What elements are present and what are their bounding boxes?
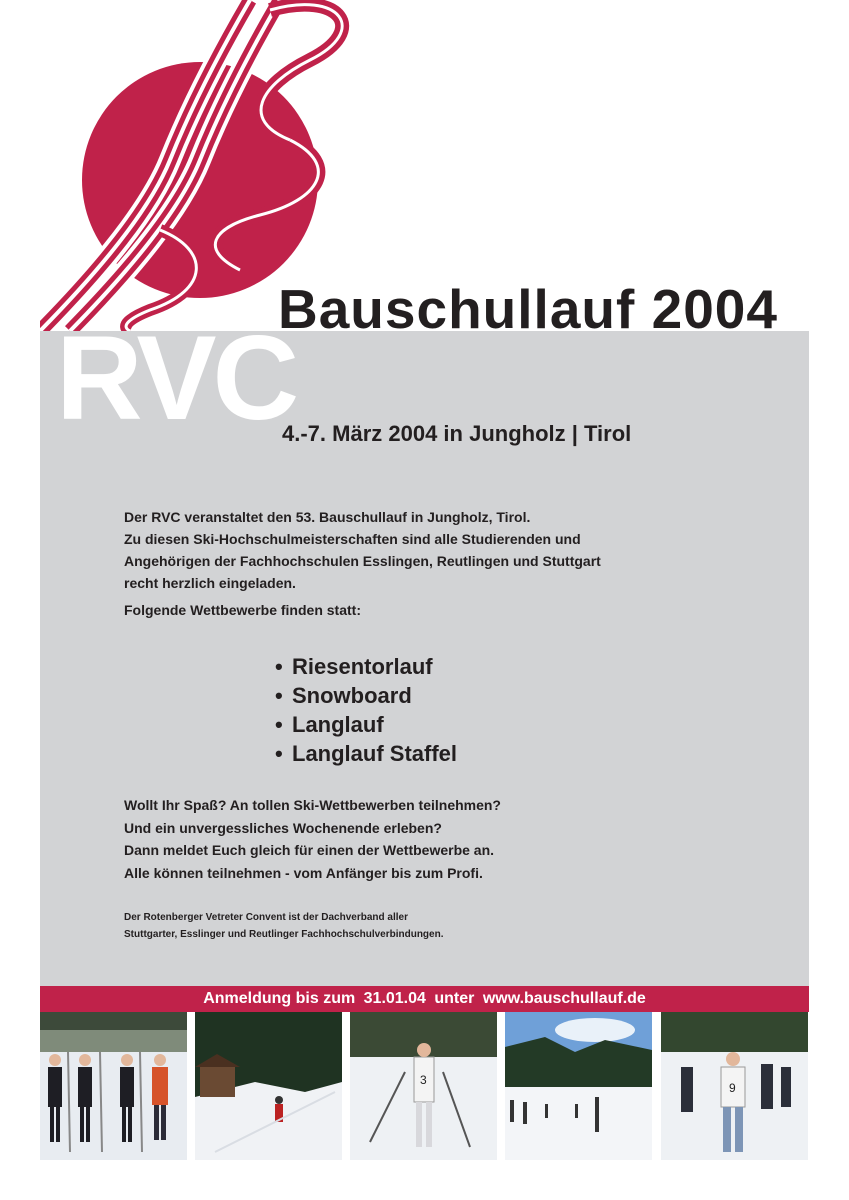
photo-bib-three-skier xyxy=(350,1012,497,1160)
footnote-line: Stuttgarter, Esslinger und Reutlinger Fachhochschulverbindungen. xyxy=(124,929,444,940)
bullet: • xyxy=(275,741,283,766)
competition-item xyxy=(275,652,457,681)
registration-banner xyxy=(40,986,809,1012)
competition-label: Snowboard xyxy=(292,683,412,708)
registration-date: 31.01.04 xyxy=(363,990,426,1007)
photo-group-skiers xyxy=(40,1012,187,1160)
photo-bib-nine-skier xyxy=(661,1012,808,1160)
photo-slalom-skier xyxy=(195,1012,342,1160)
competition-item xyxy=(275,739,457,768)
intro-line: Angehörigen der Fachhochschulen Esslingen, Reutlingen und Stuttgart xyxy=(124,553,601,569)
bib-number: 3 xyxy=(420,1073,427,1087)
bullet: • xyxy=(275,712,283,737)
competition-label: Langlauf Staffel xyxy=(292,741,458,766)
registration-prefix: Anmeldung bis zum xyxy=(203,990,356,1007)
invitation-line: Alle können teilnehmen - vom Anfänger bis zum Profi. xyxy=(124,864,483,881)
competitions-list xyxy=(275,652,457,768)
footnote-line: Der Rotenberger Vetreter Convent ist der Dachverband aller xyxy=(124,912,408,923)
competition-label: Langlauf xyxy=(292,712,384,737)
invitation-line: Und ein unvergessliches Wochenende erleben? xyxy=(124,819,442,836)
photo-ski-landscape xyxy=(505,1012,652,1160)
competition-item xyxy=(275,681,457,710)
invitation-line: Wollt Ihr Spaß? An tollen Ski-Wettbewerben teilnehmen? xyxy=(124,797,501,813)
invitation-line: Dann meldet Euch gleich für einen der Wettbewerbe an. xyxy=(124,842,495,858)
photo-strip xyxy=(40,1012,809,1160)
intro-line: Zu diesen Ski-Hochschulmeisterschaften sind alle Studierenden und xyxy=(124,531,581,547)
intro-line: Der RVC veranstaltet den 53. Bauschullauf in Jungholz, Tirol. xyxy=(124,509,531,525)
page-title: Bauschullauf 2004 xyxy=(278,278,778,340)
competition-label: Riesentorlauf xyxy=(292,654,433,679)
intro-line: recht herzlich eingeladen. xyxy=(124,575,296,591)
bullet: • xyxy=(275,654,283,679)
event-date-location: 4.-7. März 2004 in Jungholz | Tirol xyxy=(282,421,632,446)
competitions-lead: Folgende Wettbewerbe finden statt: xyxy=(124,602,361,618)
rvc-logo-text: RVC xyxy=(56,311,296,445)
competition-item xyxy=(275,710,457,739)
bib-number: 9 xyxy=(729,1081,736,1095)
registration-middle: unter xyxy=(434,990,475,1007)
invitation-paragraph xyxy=(124,794,501,884)
intro-paragraph xyxy=(124,506,601,594)
footnote xyxy=(124,909,443,943)
bullet: • xyxy=(275,683,283,708)
registration-url-link[interactable]: www.bauschullauf.de xyxy=(482,990,646,1007)
